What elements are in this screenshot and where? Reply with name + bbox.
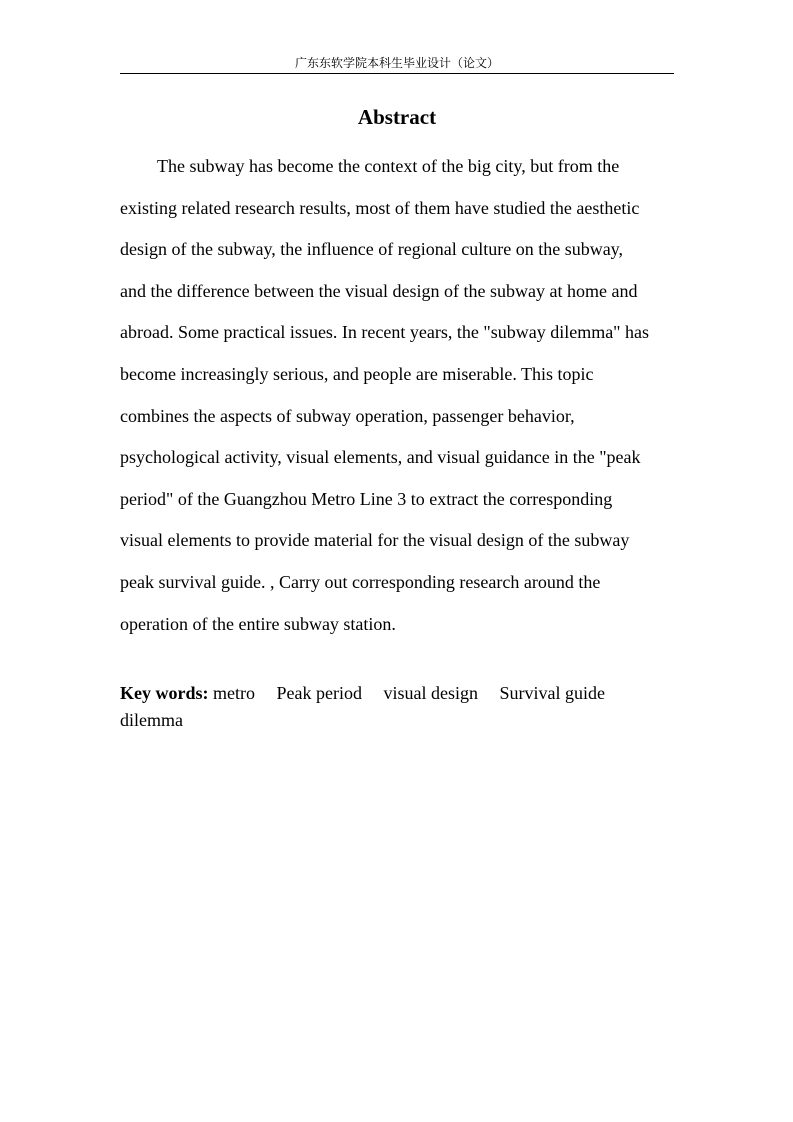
abstract-line: become increasingly serious, and people are miserable. This topic [120, 363, 594, 384]
keyword: Survival guide [499, 683, 605, 703]
abstract-line: psychological activity, visual elements, and visual guidance in the "peak [120, 447, 641, 468]
running-header: 广东东软学院本科生毕业设计（论文） [294, 56, 499, 70]
abstract-line: period" of the Guangzhou Metro Line 3 to extract the corresponding [120, 488, 613, 509]
keywords-block [120, 680, 672, 734]
abstract-title: Abstract [357, 105, 437, 129]
keyword: visual design [383, 683, 478, 703]
keyword: metro [213, 683, 255, 703]
keyword: dilemma [120, 710, 183, 730]
abstract-line: The subway has become the context of the big city, but from the [157, 156, 620, 176]
abstract-line: abroad. Some practical issues. In recent years, the "subway dilemma" has [120, 322, 650, 343]
keywords-label: Key words: [120, 683, 209, 703]
abstract-body [120, 146, 672, 645]
abstract-line: existing related research results, most of them have studied the aesthetic [120, 197, 640, 218]
abstract-line: visual elements to provide material for the visual design of the subway [120, 530, 630, 551]
abstract-line: combines the aspects of subway operation, passenger behavior, [120, 405, 575, 426]
abstract-line: operation of the entire subway station. [120, 613, 396, 634]
header-divider [120, 73, 674, 74]
abstract-line: and the difference between the visual design of the subway at home and [120, 280, 638, 301]
abstract-line: design of the subway, the influence of regional culture on the subway, [120, 239, 624, 260]
abstract-line: peak survival guide. , Carry out corresponding research around the [120, 571, 601, 592]
keyword: Peak period [276, 683, 362, 703]
